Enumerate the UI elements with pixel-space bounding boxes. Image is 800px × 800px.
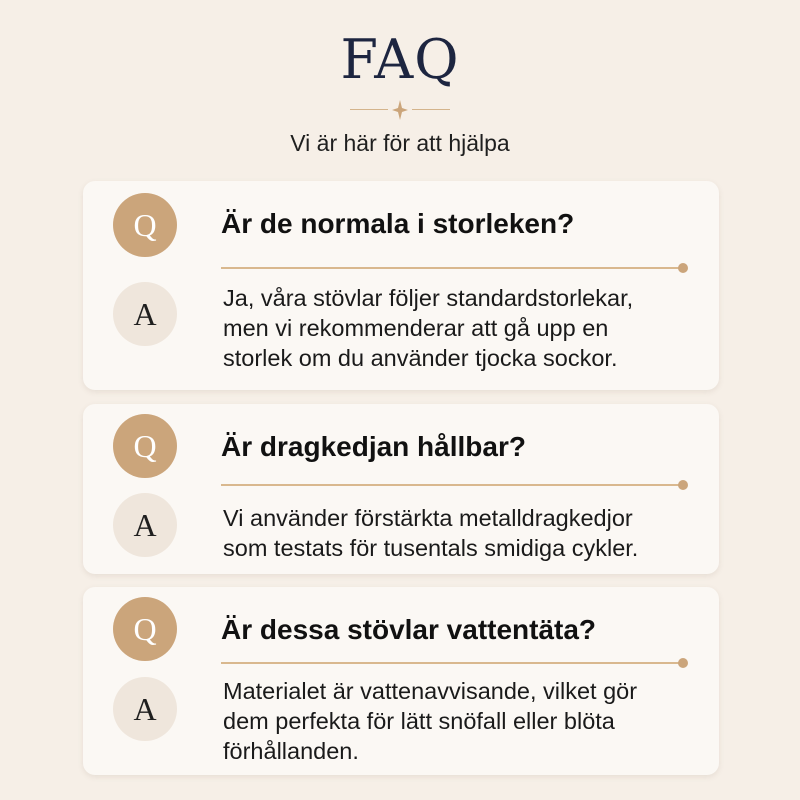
- faq-card: [83, 404, 719, 574]
- answer-badge: A: [113, 677, 177, 741]
- divider-line-right: [412, 109, 450, 110]
- faq-separator: [221, 662, 683, 664]
- faq-question: Är dragkedjan hållbar?: [221, 431, 526, 462]
- answer-line: som testats för tusentals smidiga cykler.: [223, 535, 639, 561]
- faq-answer: [223, 503, 693, 563]
- faq-question: Är dessa stövlar vattentäta?: [221, 614, 597, 645]
- answer-line: Materialet är vattenavvisande, vilket gör: [223, 678, 638, 704]
- faq-answer: [223, 676, 693, 766]
- title-divider: [350, 100, 450, 120]
- faq-card: [83, 587, 719, 775]
- question-badge: Q: [113, 193, 177, 257]
- answer-line: Vi använder förstärkta metalldragkedjor: [223, 505, 633, 531]
- faq-separator: [221, 484, 683, 486]
- faq-question: Är de normala i storleken?: [221, 208, 575, 239]
- faq-card: [83, 181, 719, 390]
- question-badge: Q: [113, 414, 177, 478]
- answer-line: men vi rekommenderar att gå upp en: [223, 315, 609, 341]
- question-badge: Q: [113, 597, 177, 661]
- answer-badge: A: [113, 493, 177, 557]
- answer-line: dem perfekta för lätt snöfall eller blöta: [223, 708, 615, 734]
- answer-badge: A: [113, 282, 177, 346]
- answer-line: förhållanden.: [223, 738, 359, 764]
- answer-line: Ja, våra stövlar följer standardstorlekar,: [223, 285, 634, 311]
- page-subtitle: Vi är här för att hjälpa: [290, 130, 510, 156]
- page-title: FAQ: [340, 28, 460, 91]
- faq-answer: [223, 283, 693, 373]
- answer-line: storlek om du använder tjocka sockor.: [223, 345, 618, 371]
- faq-separator: [221, 267, 683, 269]
- divider-line-left: [350, 109, 388, 110]
- sparkle-icon: [392, 100, 408, 120]
